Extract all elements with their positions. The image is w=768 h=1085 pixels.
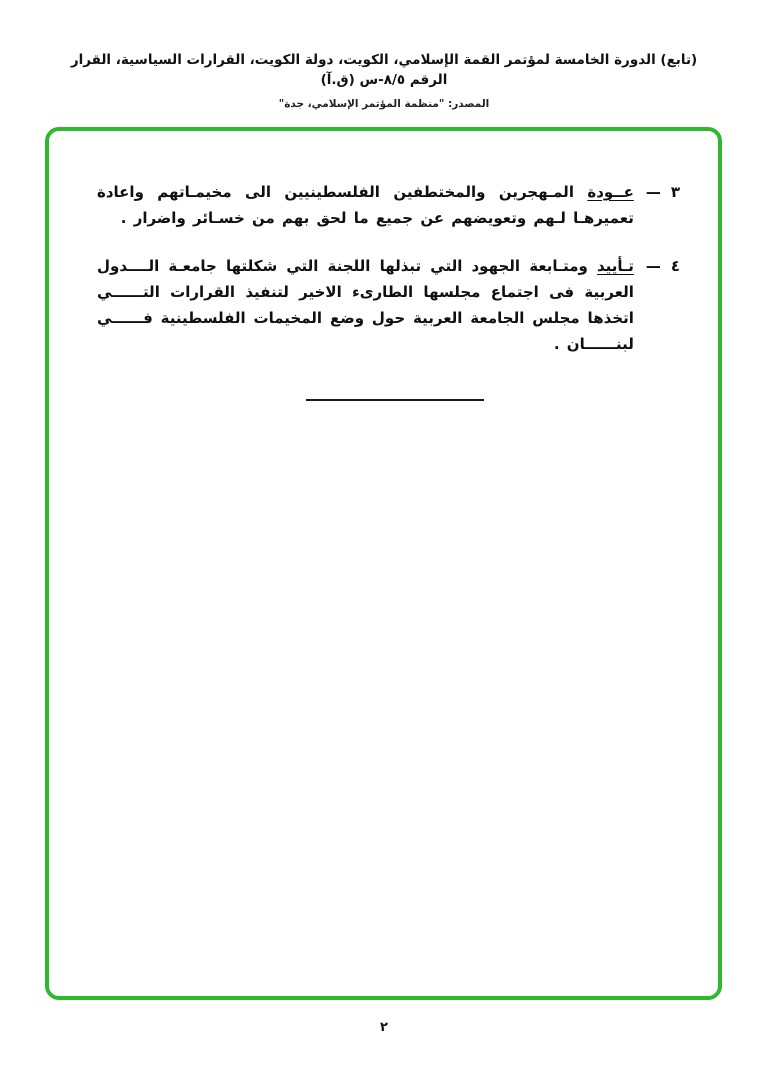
item-body-text: المـهجرين والمختطفين الفلسطينيين الى مخيمـاتهم واعادة تعميرهـا لـهم وتعويضهم عن جميع ما لحق بهم من خسـائر واضرار . — [97, 183, 634, 227]
document-header — [0, 50, 768, 110]
item-number: ٤ — [670, 257, 680, 275]
header-source: المصدر: "منظمة المؤتمر الإسلامي، جدة" — [278, 97, 490, 110]
item-lead-word: تـأييد — [597, 257, 634, 275]
content-frame — [45, 127, 722, 1000]
item-number: ٣ — [670, 183, 680, 201]
page-number: ٢ — [380, 1020, 388, 1035]
item-dash: — — [645, 257, 661, 275]
item-marker — [646, 179, 680, 205]
item-body-text: ومتـابعة الجهود التي تبذلها اللجنة التي شكلتها جامعـة الــــدول العربية فى اجتماع مجلسها الطارىء الاخير لتنفيذ القرارات التــــــي اتخذها مجلس الجامعة العربية حول وضع المخيمات الفلسطينية فــــــي لبنــــــان . — [97, 257, 634, 353]
item-text — [97, 179, 634, 231]
document-footer — [0, 1020, 768, 1035]
item-lead-word: عــودة — [587, 183, 634, 201]
list-item-4 — [97, 253, 680, 357]
list-item-3 — [97, 179, 680, 231]
item-text — [97, 253, 634, 357]
item-dash: — — [645, 183, 661, 201]
header-title: (تابع) الدورة الخامسة لمؤتمر القمة الإسلامي، الكويت، دولة الكويت، القرارات السياسية، القرار الرقم ٨/٥-س (ق.آ) — [70, 52, 698, 89]
item-marker — [646, 253, 680, 279]
separator-line — [306, 399, 484, 401]
